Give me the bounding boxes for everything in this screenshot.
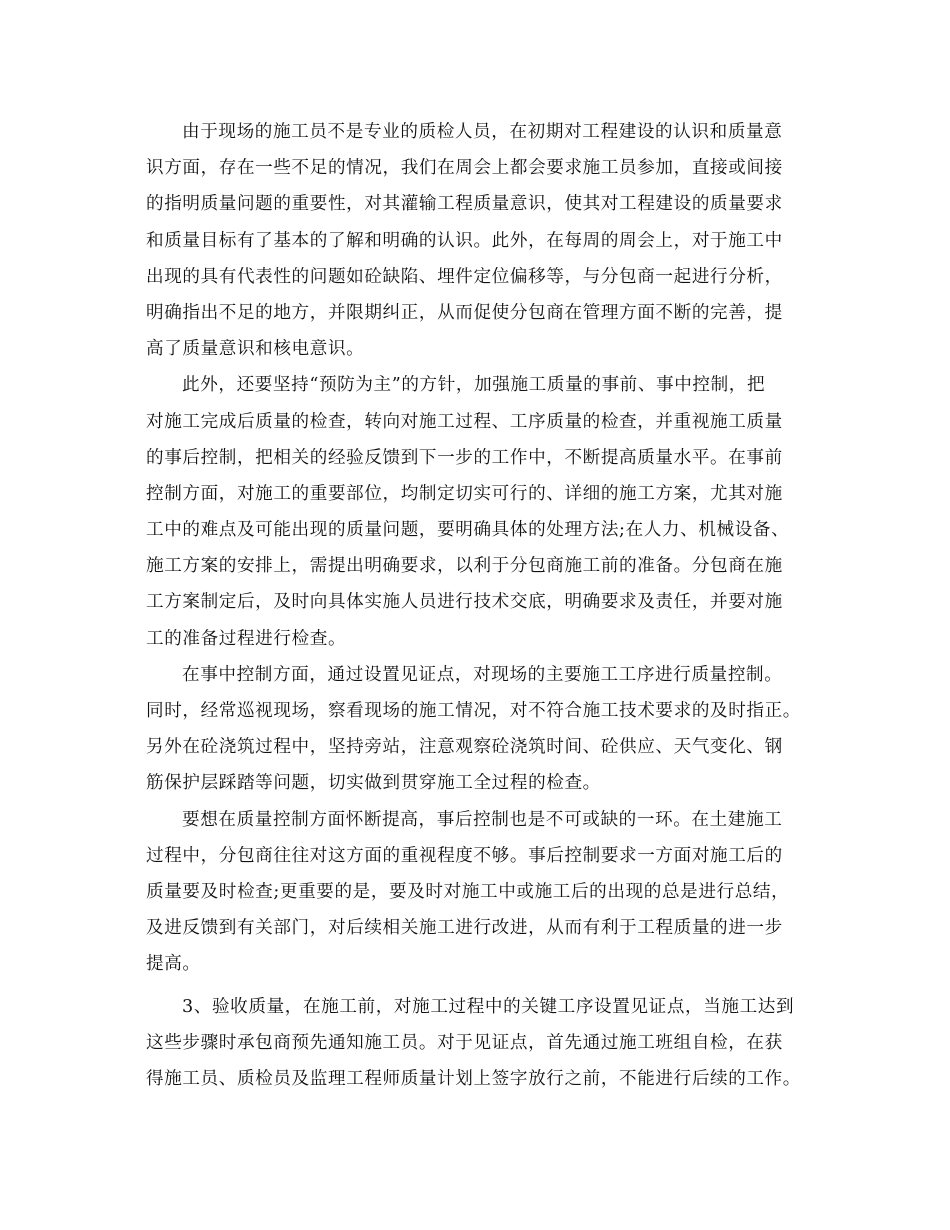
paragraph-1 xyxy=(146,114,806,367)
text-line: 要想在质量控制方面怀断提高，事后控制也是不可或缺的一环。在土建施工 xyxy=(182,809,783,830)
text-line: 过程中，分包商往往对这方面的重视程度不够。事后控制要求一方面对施工后的 xyxy=(146,845,783,866)
text-line: 施工方案的安排上，需提出明确要求，以利于分包商施工前的准备。分包商在施 xyxy=(146,556,783,577)
text-line: 此外，还要坚持“预防为主”的方针，加强施工质量的事前、事中控制，把 xyxy=(182,375,766,396)
text-line: 得施工员、质检员及监理工程师质量计划上签字放行之前，不能进行后续的工作。 xyxy=(146,1068,801,1089)
text-line: 筋保护层踩踏等问题，切实做到贯穿施工全过程的检查。 xyxy=(146,773,601,794)
text-line: 和质量目标有了基本的了解和明确的认识。此外，在每周的周会上，对于施工中 xyxy=(146,230,783,251)
paragraph-2 xyxy=(146,367,806,657)
text-line: 由于现场的施工员不是专业的质检人员，在初期对工程建设的认识和质量意 xyxy=(182,122,783,142)
text-line: 对施工完成后质量的检查，转向对施工过程、工序质量的检查，并重视施工质量 xyxy=(146,411,783,432)
paragraph-5 xyxy=(146,989,806,1098)
text-line: 在事中控制方面，通过设置见证点，对现场的主要施工工序进行质量控制。 xyxy=(182,664,783,685)
text-line: 另外在砼浇筑过程中，坚持旁站，注意观察砼浇筑时间、砼供应、天气变化、钢 xyxy=(146,737,783,758)
text-line: 这些步骤时承包商预先通知施工员。对于见证点，首先通过施工班组自检，在获 xyxy=(146,1032,783,1053)
text-line: 的指明质量问题的重要性，对其灌输工程质量意识，使其对工程建设的质量要求 xyxy=(146,194,783,215)
text-line: 工方案制定后，及时向具体实施人员进行技术交底，明确要求及责任，并要对施 xyxy=(146,592,783,613)
text-line: 3、验收质量，在施工前，对施工过程中的关键工序设置见证点，当施工达到 xyxy=(182,996,795,1017)
text-line: 出现的具有代表性的问题如砼缺陷、埋件定位偏移等，与分包商一起进行分析， xyxy=(146,266,783,287)
text-line: 控制方面，对施工的重要部位，均制定切实可行的、详细的施工方案，尤其对施 xyxy=(146,483,783,504)
text-line: 的事后控制，把相关的经验反馈到下一步的工作中，不断提高质量水平。在事前 xyxy=(146,447,783,468)
paragraph-4 xyxy=(146,802,806,983)
paragraph-3 xyxy=(146,657,806,802)
text-line: 工中的难点及可能出现的质量问题，要明确具体的处理方法;在人力、机械设备、 xyxy=(146,520,790,541)
text-line: 高了质量意识和核电意识。 xyxy=(146,339,365,360)
text-line: 识方面，存在一些不足的情况，我们在周会上都会要求施工员参加，直接或间接 xyxy=(146,158,783,179)
text-line: 工的准备过程进行检查。 xyxy=(146,628,347,649)
text-line: 提高。 xyxy=(146,954,201,975)
text-line: 质量要及时检查;更重要的是，要及时对施工中或施工后的出现的总是进行总结， xyxy=(146,881,790,902)
document-body xyxy=(146,114,806,1097)
text-line: 明确指出不足的地方，并限期纠正，从而促使分包商在管理方面不断的完善，提 xyxy=(146,302,783,323)
text-line: 及进反馈到有关部门，对后续相关施工进行改进，从而有利于工程质量的进一步 xyxy=(146,918,783,939)
text-line: 同时，经常巡视现场，察看现场的施工情况，对不符合施工技术要求的及时指正。 xyxy=(146,701,801,721)
